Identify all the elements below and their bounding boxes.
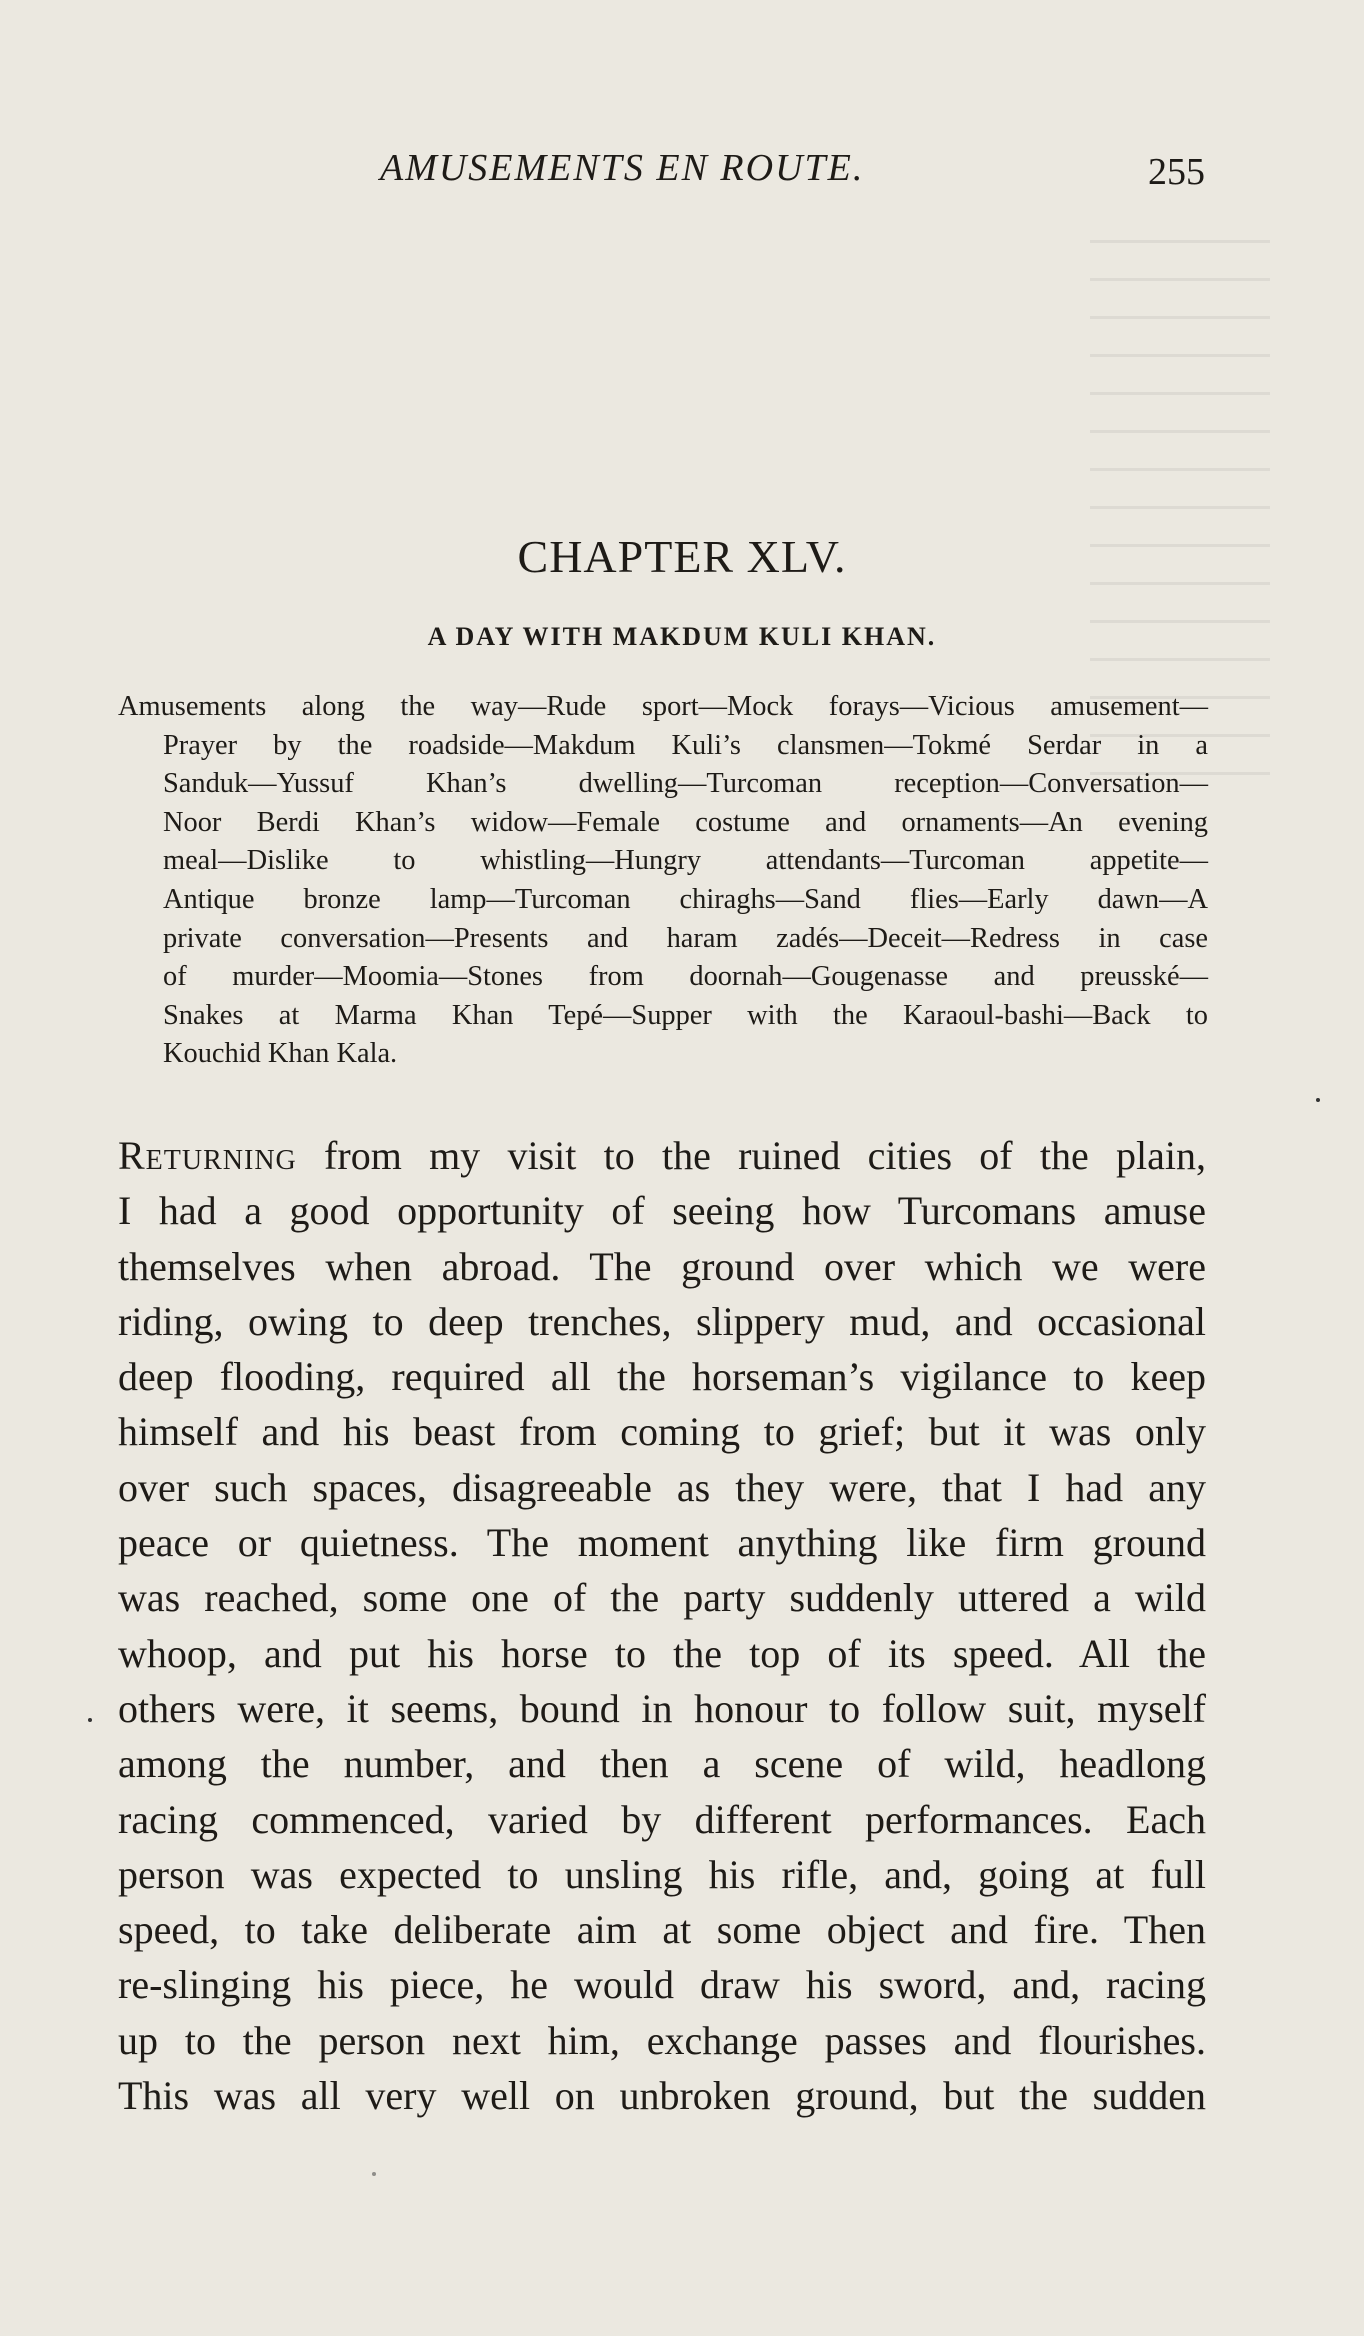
synopsis-line: Kouchid Khan Kala. — [163, 1038, 398, 1070]
body-line — [118, 1128, 1206, 1183]
body-line: deep flooding, required all the horseman’s vigilance to keep — [118, 1354, 1206, 1400]
synopsis-line: Sanduk—Yussuf Khan’s dwelling—Turcoman reception—Conversation— — [163, 768, 1208, 800]
body-line: peace or quietness. The moment anything like firm ground — [118, 1520, 1206, 1566]
body-line: among the number, and then a scene of wild, headlong — [118, 1741, 1206, 1787]
body-line: speed, to take deliberate aim at some object and fire. Then — [118, 1907, 1206, 1953]
body-line: This was all very well on unbroken ground, but the sudden — [118, 2073, 1206, 2119]
synopsis-line: Prayer by the roadside—Makdum Kuli’s clansmen—Tokmé Serdar in a — [163, 729, 1208, 761]
paper-speck — [1316, 1098, 1320, 1102]
body-line: himself and his beast from coming to grief; but it was only — [118, 1409, 1206, 1455]
paper-speck — [88, 1718, 92, 1722]
body-line: themselves when abroad. The ground over which we were — [118, 1243, 1206, 1289]
body-line: others were, it seems, bound in honour to follow suit, myself — [118, 1685, 1206, 1731]
page-number: 255 — [1148, 151, 1205, 193]
body-paragraph — [118, 1128, 1206, 2123]
body-line: over such spaces, disagreeable as they were, that I had any — [118, 1464, 1206, 1510]
chapter-synopsis — [118, 688, 1208, 1074]
synopsis-line: Noor Berdi Khan’s widow—Female costume and ornaments—An evening — [163, 806, 1208, 838]
body-line: racing commenced, varied by different performances. Each — [118, 1796, 1206, 1842]
synopsis-line: of murder—Moomia—Stones from doornah—Gougenasse and preusské— — [163, 961, 1208, 993]
synopsis-line: Amusements along the way—Rude sport—Mock forays—Vicious amusement— — [118, 691, 1208, 722]
synopsis-line: Antique bronze lamp—Turcoman chiraghs—Sand flies—Early dawn—A — [163, 883, 1208, 915]
body-line: re-slinging his piece, he would draw his sword, and, racing — [118, 1962, 1206, 2008]
body-line: whoop, and put his horse to the top of its speed. All the — [118, 1630, 1206, 1676]
paper-speck — [372, 2172, 376, 2176]
body-line: person was expected to unsling his rifle, and, going at full — [118, 1851, 1206, 1897]
lead-word: Returning — [118, 1133, 297, 1178]
body-line: I had a good opportunity of seeing how Turcomans amuse — [118, 1188, 1206, 1234]
synopsis-line: private conversation—Presents and haram zadés—Deceit—Redress in case — [163, 922, 1208, 954]
body-line: up to the person next him, exchange passes and flourishes. — [118, 2017, 1206, 2063]
chapter-subtitle: A DAY WITH MAKDUM KULI KHAN. — [427, 622, 937, 651]
body-line: riding, owing to deep trenches, slippery mud, and occasional — [118, 1298, 1206, 1344]
synopsis-line: Snakes at Marma Khan Tepé—Supper with the Karaoul-bashi—Back to — [163, 999, 1208, 1031]
synopsis-line: meal—Dislike to whistling—Hungry attendants—Turcoman appetite— — [163, 845, 1208, 877]
body-line: was reached, some one of the party suddenly uttered a wild — [118, 1575, 1206, 1621]
body-line-text: from my visit to the ruined cities of the plain, — [296, 1133, 1206, 1178]
chapter-title: CHAPTER XLV. — [517, 531, 847, 582]
running-header: AMUSEMENTS EN ROUTE. — [380, 147, 865, 189]
